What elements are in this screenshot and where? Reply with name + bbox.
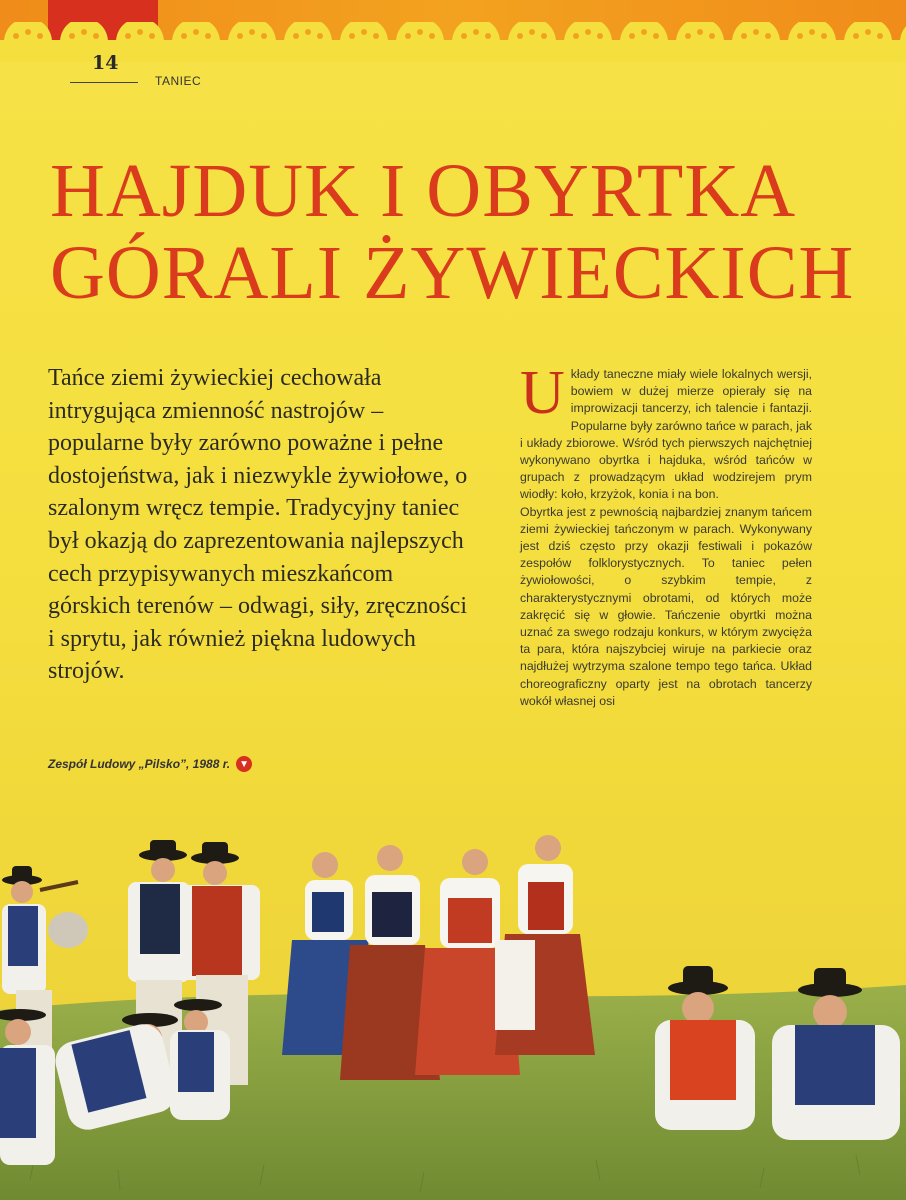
section-label: TANIEC <box>155 74 202 88</box>
body-paragraph-1-text: kłady taneczne miały wiele lokalnych wersji, bowiem w dużej mierze opierały się na improwizacji tancerzy, ich talencie i fantazji. Popularne były zarówno tańce w parach, jak i układy zbiorowe. Wśród tych pierwszych najchętniej wykonywano obyrtka i hajduka, wśród tańców w grupach z prowadzącym układ wodzirejem prym wiodły: koło, krzyżok, konia i na bon. <box>520 367 812 502</box>
lace-border-ornament <box>0 22 906 62</box>
body-paragraph-1 <box>520 359 812 504</box>
folk-dancers-illustration <box>0 820 906 1200</box>
arrow-down-icon: ▼ <box>236 756 252 772</box>
photo-caption <box>48 756 252 772</box>
body-column <box>520 359 812 710</box>
page-number: 14 <box>92 52 119 74</box>
page-number-rule <box>70 82 138 83</box>
body-paragraph-2: Obyrtka jest z pewnością najbardziej znanym tańcem ziemi żywieckiej tańczonym w parach. Wykonywany jest dziś często przy okazji festiwali i pokazów zespołów folklorystycznych. To taniec pełen żywiołowości, o szybkim tempie, z charakterystycznymi obrotami, od których może zakręcić się w głowie. Tańczenie obyrtki można uznać za swego rodzaju konkurs, w którym zwycięża ta para, która najszybciej wiruje na parkiecie oraz najdłużej wytrzyma szalone tempo tego tańca. Układ choreograficzny oparty jest na obrotach tancerzy wokół własnej osi <box>520 504 812 708</box>
article-title-line-2: GÓRALI ŻYWIECKICH <box>50 231 855 315</box>
article-title-line-1: HAJDUK I OBYRTKA <box>50 149 797 233</box>
lead-paragraph: Tańce ziemi żywieckiej cechowała intrygująca zmienność nastrojów – popularne były zarówno poważne i pełne dostojeństwa, jak i niezwykle żywiołowe, o szalonym wręcz tempie. Tradycyjny taniec był okazją do zaprezentowania najlepszych cech przypisywanych mieszkańcom górskich terenów – odwagi, siły, zręczności i sprytu, jak również piękna ludowych strojów. <box>48 365 468 685</box>
article-title <box>50 150 870 314</box>
drop-cap: U <box>520 359 565 427</box>
folk-dancers-photo <box>0 820 906 1200</box>
women-dancers-circle <box>282 835 595 1080</box>
photo-caption-text: Zespół Ludowy „Pilsko”, 1988 r. <box>48 757 231 771</box>
